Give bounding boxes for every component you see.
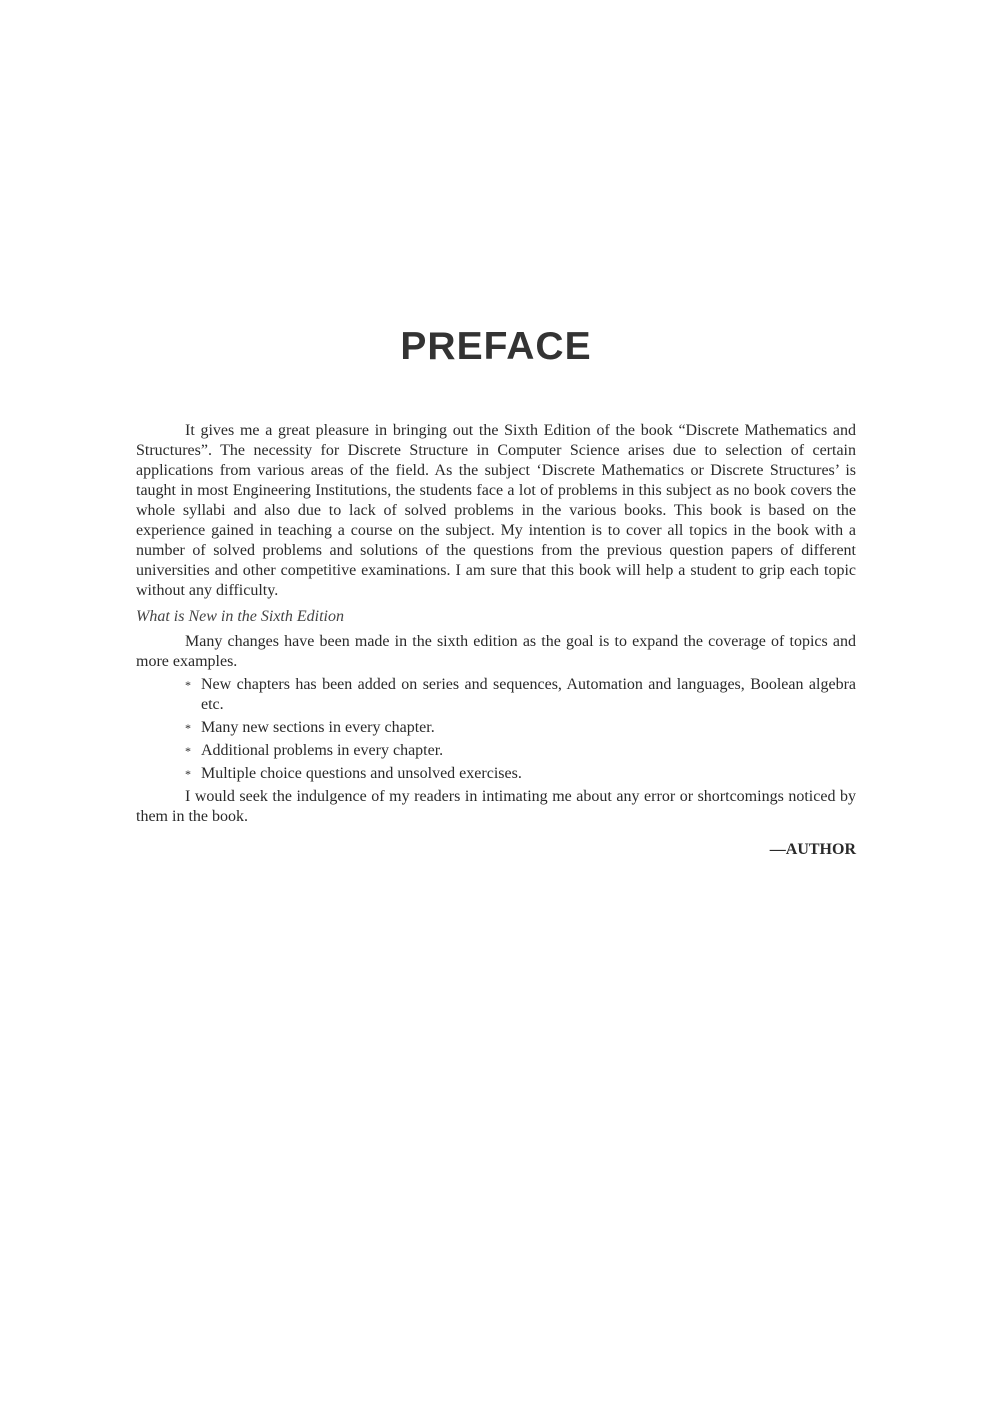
asterisk-bullet-icon: * xyxy=(185,744,191,758)
new-features-list xyxy=(136,675,856,784)
list-item-text: New chapters has been added on series and sequences, Automation and languages, Boolean algebra etc. xyxy=(201,676,856,713)
list-item xyxy=(185,741,856,761)
section-subheading: What is New in the Sixth Edition xyxy=(136,608,344,625)
asterisk-bullet-icon: * xyxy=(185,767,191,781)
intro-paragraph: It gives me a great pleasure in bringing out the Sixth Edition of the book “Discrete Mathematics and Structures”. The necessity for Discrete Structure in Computer Science arises due to selection of certain applications from various areas of the field. As the subject ‘Discrete Mathematics or Discrete Structures’ is taught in most Engineering Institutions, the students face a lot of problems in this subject as no book covers the whole syllabi and also due to lack of solved problems in the various books. This book is based on the experience gained in teaching a course on the subject. My intention is to cover all topics in the book with a number of solved problems and solutions of the questions from the previous question papers of different universities and other competitive examinations. I am sure that this book will help a student to grip each topic without any difficulty. xyxy=(136,422,856,599)
list-item xyxy=(185,675,856,715)
page-title: PREFACE xyxy=(400,325,592,368)
preface-body xyxy=(136,421,856,876)
list-item-text: Many new sections in every chapter. xyxy=(201,719,435,736)
closing-paragraph: I would seek the indulgence of my readers in intimating me about any error or shortcomings noticed by them in the book. xyxy=(136,788,856,825)
asterisk-bullet-icon: * xyxy=(185,721,191,735)
list-item xyxy=(185,718,856,738)
author-signature: —AUTHOR xyxy=(769,841,856,858)
asterisk-bullet-icon: * xyxy=(185,678,191,692)
list-item-text: Multiple choice questions and unsolved exercises. xyxy=(201,765,522,782)
list-item xyxy=(185,764,856,784)
list-item-text: Additional problems in every chapter. xyxy=(201,742,444,759)
changes-paragraph: Many changes have been made in the sixth edition as the goal is to expand the coverage of topics and more examples. xyxy=(136,633,856,670)
